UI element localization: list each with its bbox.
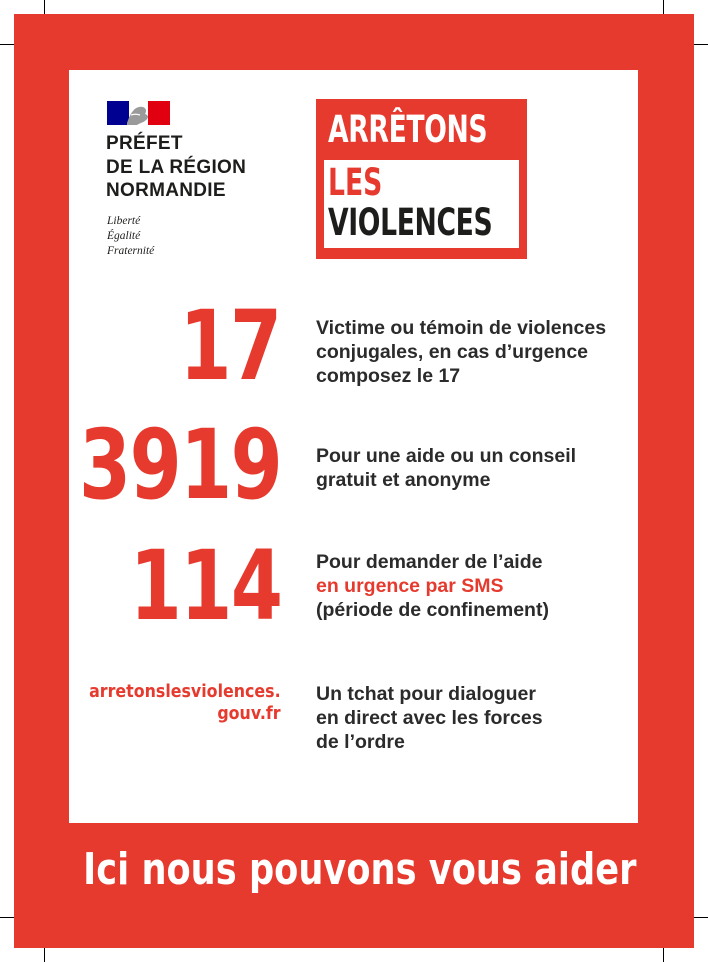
description-17: [316, 316, 606, 388]
description-line: en direct avec les forces: [316, 707, 543, 729]
prefecture-line: NORMANDIE: [106, 180, 226, 201]
description-line: (période de confinement): [316, 599, 549, 621]
motto-line: Liberté: [107, 215, 141, 227]
description-line: Victime ou témoin de violences: [316, 317, 607, 339]
description-114: [316, 550, 549, 622]
description-line: conjugales, en cas d’urgence: [316, 341, 589, 363]
phone-number-3919: 3919: [78, 409, 281, 521]
prefecture-name: [106, 132, 246, 203]
description-line: de l’ordre: [316, 731, 405, 753]
prefecture-line: DE LA RÉGION: [106, 156, 247, 178]
description-line: Pour une aide ou un conseil: [316, 445, 577, 467]
logo-line-arretons: ARRÊTONS: [328, 108, 488, 151]
description-line: Pour demander de l’aide: [316, 551, 543, 573]
footer-text: Ici nous pouvons vous aider: [83, 844, 637, 895]
description-3919: [316, 444, 576, 492]
description-line: gratuit et anonyme: [316, 469, 491, 491]
motto-line: Égalité: [107, 230, 141, 242]
phone-number-114: 114: [129, 530, 281, 642]
website-line: arretonslesviolences.: [89, 681, 281, 702]
campaign-logo: [316, 99, 527, 259]
republic-motto: [107, 214, 154, 259]
prefecture-line: PRÉFET: [106, 133, 183, 154]
description-line: composez le 17: [316, 365, 461, 387]
marianne-flag-logo: [107, 101, 170, 125]
description-line: Un tchat pour dialoguer: [316, 683, 536, 705]
footer-banner: [14, 838, 694, 902]
description-website: [316, 682, 543, 754]
description-line-highlight: en urgence par SMS: [316, 575, 504, 597]
website-line: gouv.fr: [217, 703, 281, 724]
motto-line: Fraternité: [107, 245, 155, 257]
logo-line-violences: VIOLENCES: [328, 201, 493, 244]
website-link[interactable]: [90, 681, 281, 725]
phone-number-17: 17: [179, 290, 281, 402]
logo-line-les: LES: [328, 161, 383, 204]
